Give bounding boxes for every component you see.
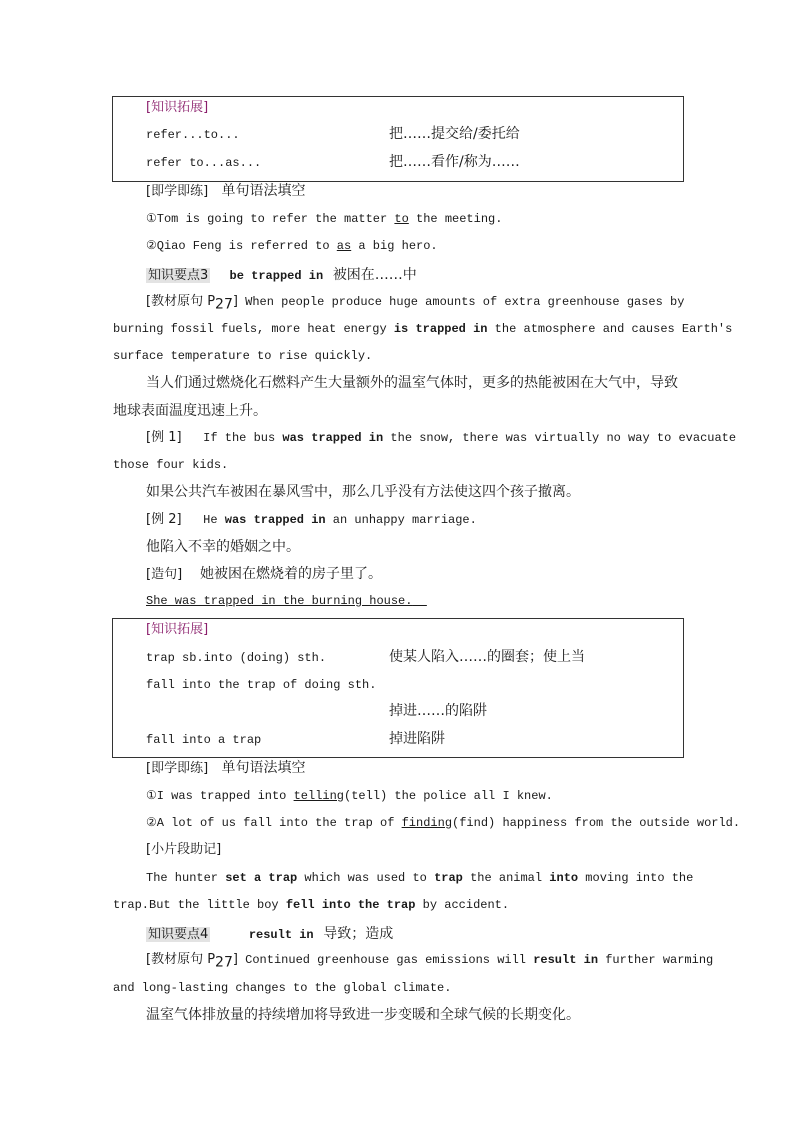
point3-example2-cn: 他陷入不幸的婚姻之中。 <box>146 539 300 555</box>
point4-source-line1 <box>146 951 713 971</box>
memo-line1 <box>146 869 693 887</box>
point3-make-label: [造句] <box>146 567 183 582</box>
point4-heading <box>146 924 393 944</box>
point3-make-cn: 她被困在燃烧着的房子里了。 <box>199 566 382 582</box>
practice1-item2-pre: ②Qiao Feng is referred to <box>146 239 337 253</box>
practice1-item2 <box>146 237 438 255</box>
point4-source-page: 27 <box>215 954 233 971</box>
point3-example2-b: was trapped in <box>224 513 326 527</box>
practice2-item1-post: (tell) the police all I knew. <box>344 789 553 803</box>
point3-example1-line2: those four kids. <box>113 458 229 472</box>
box2-row3-en: fall into a trap <box>146 733 262 747</box>
practice2-item2-answer: finding <box>401 816 453 830</box>
point3-example1-label: [例 1] <box>146 430 182 445</box>
point4-label: 知识要点4 <box>148 927 209 942</box>
point3-translation-line2: 地球表面温度迅速上升。 <box>113 403 267 419</box>
point3-example1-cn: 如果公共汽车被困在暴风雪中，那么几乎没有方法使这四个孩子撤离。 <box>146 484 580 500</box>
point4-source-label: [教材原句 P <box>146 952 216 967</box>
point4-phrase: result in <box>248 928 314 942</box>
point4-source-line2: and long-lasting changes to the global climate. <box>113 981 452 995</box>
box2-row3-cn: 掉进陷阱 <box>389 731 445 747</box>
box1-row2-en: refer to...as... <box>146 156 262 170</box>
point3-translation-line1: 当人们通过燃烧化石燃料产生大量额外的温室气体时，更多的热能被困在大气中，导致 <box>146 375 678 391</box>
point3-make-answer <box>146 592 427 610</box>
point3-make-sentence <box>146 565 382 584</box>
practice1-item2-answer: as <box>336 239 352 253</box>
practice2-header <box>146 759 306 778</box>
point3-example1-a: If the bus <box>203 431 283 445</box>
point4-l1-a: Continued greenhouse gas emissions will <box>245 953 534 967</box>
memo-l1-f: into <box>549 871 579 885</box>
memo-l2-b: fell into the trap <box>285 898 416 912</box>
practice1-item1-post: the meeting. <box>408 212 503 226</box>
practice2-item2-pre: ②A lot of us fall into the trap of <box>146 816 402 830</box>
memo-l2-a: trap.But the little boy <box>113 898 286 912</box>
point3-example1-line1 <box>146 429 736 447</box>
box2-title: [知识拓展] <box>146 622 209 637</box>
box2-row2-en: fall into the trap of doing sth. <box>146 678 377 692</box>
point3-source-text1: When people produce huge amounts of extra greenhouse gases by <box>245 295 685 309</box>
point3-source-l2c: the atmosphere and causes Earth's <box>487 322 733 336</box>
memo-l1-g: moving into the <box>578 871 694 885</box>
practice2-item2 <box>146 814 740 832</box>
point3-example1-b: was trapped in <box>282 431 384 445</box>
point4-l1-c: further warming <box>598 953 714 967</box>
practice2-title: 单句语法填空 <box>221 760 306 776</box>
point3-heading <box>146 265 417 285</box>
box1-row1-en: refer...to... <box>146 128 240 142</box>
practice1-label: [即学即练] <box>146 184 209 199</box>
box1-row2-cn: 把……看作/称为…… <box>389 154 520 170</box>
practice1-header <box>146 182 306 201</box>
memo-label: [小片段助记] <box>146 842 222 857</box>
box1-row1-cn: 把……提交给/委托给 <box>389 126 520 142</box>
point3-source-line2 <box>113 320 732 338</box>
point4-meaning: 导致；造成 <box>323 926 394 942</box>
point4-l1-b: result in <box>533 953 599 967</box>
point3-source-close: ] <box>232 294 238 309</box>
point3-make-answer-text: She was trapped in the burning house. <box>146 594 413 608</box>
point3-source-l2a: burning fossil fuels, more heat energy <box>113 322 394 336</box>
point3-source-line1 <box>146 293 685 313</box>
memo-l2-c: by accident. <box>415 898 510 912</box>
practice1-item1 <box>146 210 502 228</box>
point3-source-line3: surface temperature to rise quickly. <box>113 349 373 363</box>
point3-phrase: be trapped in <box>229 269 324 283</box>
point3-source-page: 27 <box>215 296 233 313</box>
practice2-item1 <box>146 787 553 805</box>
memo-l1-c: which was used to <box>297 871 435 885</box>
point3-source-l2b: is trapped in <box>393 322 488 336</box>
practice1-title: 单句语法填空 <box>221 183 306 199</box>
point3-example2-c: an unhappy marriage. <box>325 513 477 527</box>
point3-label: 知识要点3 <box>148 268 209 283</box>
practice2-label: [即学即练] <box>146 761 209 776</box>
memo-l1-d: trap <box>434 871 463 885</box>
memo-l1-e: the animal <box>462 871 550 885</box>
practice1-item2-post: a big hero. <box>351 239 438 253</box>
memo-l1-b: set a trap <box>225 871 298 885</box>
practice2-item1-pre: ①I was trapped into <box>146 789 294 803</box>
memo-line2 <box>113 896 509 914</box>
point3-meaning: 被困在……中 <box>332 267 417 283</box>
box2-row1-cn: 使某人陷入……的圈套；使上当 <box>389 649 585 665</box>
point3-example2 <box>146 511 477 529</box>
point3-example2-a: He <box>203 513 225 527</box>
point3-source-label: [教材原句 P <box>146 294 216 309</box>
memo-l1-a: The hunter <box>146 871 226 885</box>
point4-translation: 温室气体排放量的持续增加将导致进一步变暖和全球气候的长期变化。 <box>146 1007 580 1023</box>
practice1-item1-pre: ①Tom is going to refer the matter <box>146 212 395 226</box>
box2-row1-en: trap sb.into (doing) sth. <box>146 651 327 665</box>
box1-title: [知识拓展] <box>146 100 209 115</box>
point3-example1-c: the snow, there was virtually no way to evacuate <box>383 431 737 445</box>
point4-source-close: ] <box>232 952 238 967</box>
box2-row2-cn: 掉进……的陷阱 <box>389 703 487 719</box>
practice2-item1-answer: telling <box>293 789 345 803</box>
point3-example2-label: [例 2] <box>146 512 182 527</box>
practice2-item2-post: (find) happiness from the outside world. <box>452 816 741 830</box>
practice1-item1-answer: to <box>394 212 409 226</box>
